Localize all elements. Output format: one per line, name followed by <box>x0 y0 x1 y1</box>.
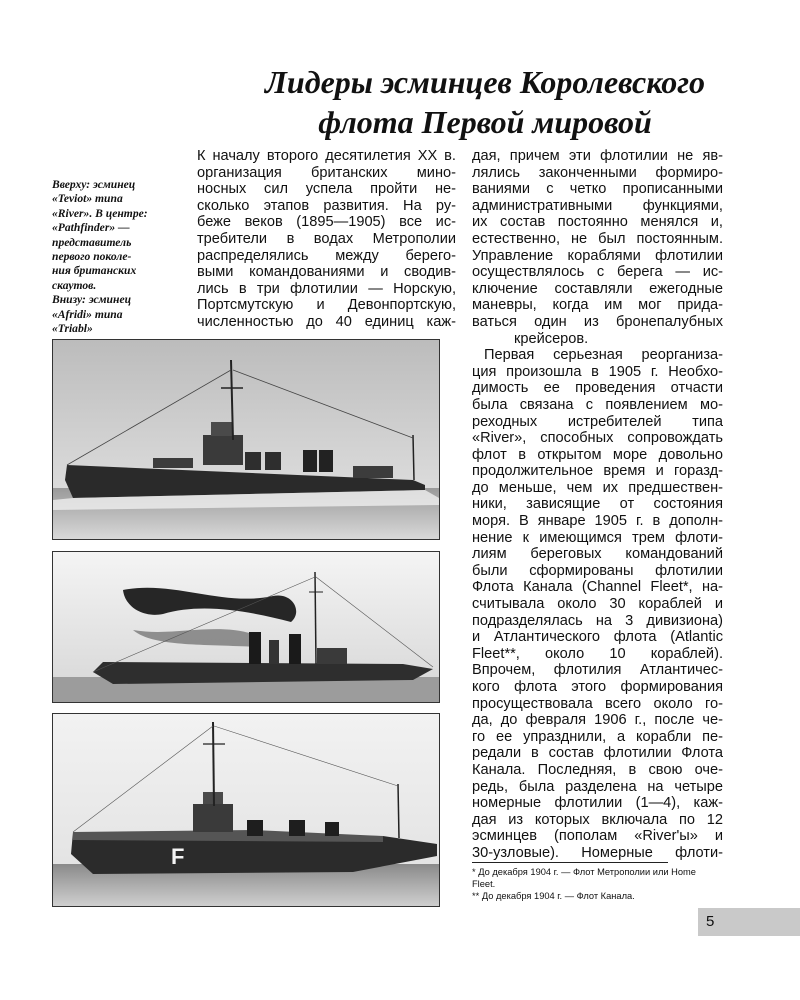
footnote-1 <box>472 867 732 890</box>
page-number-tab <box>698 908 800 936</box>
text-line: номерные флотилии (1—4), каж- <box>472 795 723 812</box>
caption-line: скаутов. <box>52 278 97 292</box>
text-line: го ее упразднили, а корабли пе- <box>472 728 723 745</box>
footnote-divider <box>472 862 668 863</box>
text-line: Управление кораблями флотилии <box>472 247 723 264</box>
text-line: и Атлантического флота (Atlantic <box>472 629 723 646</box>
text-line: естественно, не был постоянным. <box>472 230 723 247</box>
text-line: лялись законченными формиро- <box>472 164 723 181</box>
text-line: беже веков (1895—1905) все ис- <box>197 214 456 231</box>
text-line: кого флота этого формирования <box>472 679 723 695</box>
footnote-2-line: ** До декабря 1904 г. — Флот Канала. <box>472 891 635 901</box>
photo-teviot <box>52 339 440 540</box>
text-line: крейсеров. <box>514 330 589 347</box>
text-line: сколько этапов развития. На ру- <box>197 197 456 214</box>
footnote-2 <box>472 891 732 903</box>
text-line: требители в водах Метрополии <box>197 230 456 247</box>
footnote-1-line-1: * До декабря 1904 г. — Флот Метрополии или Home <box>472 867 696 877</box>
text-line: были сформированы флотилии <box>472 562 723 579</box>
article-title-line-1: Лидеры эсминцев Королевского <box>264 64 706 100</box>
text-line: ключение составляли ежегодные <box>472 280 723 297</box>
caption-line: Вверху: эсминец <box>52 178 136 191</box>
text-line: лиям береговых командований <box>472 546 723 563</box>
text-line: численностью до 40 единиц каж- <box>197 313 456 330</box>
text-column-left <box>197 148 456 331</box>
text-line: редали в состав флотилии Флота <box>472 745 723 762</box>
caption-line: ния британских <box>52 264 137 278</box>
text-line: была связана с появлением мо- <box>472 396 723 413</box>
text-line: административными функциями, <box>472 197 723 214</box>
text-line: Первая серьезная реорганиза- <box>484 347 723 364</box>
text-line: дая, причем эти флотилии не яв- <box>472 148 723 164</box>
article-title-line-2: флота Первой мировой <box>318 104 652 140</box>
footnote-1-line-2: Fleet. <box>472 878 496 889</box>
text-line: 30-узловые). Номерные флоти- <box>472 844 723 861</box>
caption-line: «Teviot» типа <box>52 192 123 206</box>
text-line: маневры, когда им мог прида- <box>472 297 723 314</box>
text-line: осуществлялось с берега — ис- <box>472 264 723 281</box>
caption-line: «River». В центре: <box>52 206 148 220</box>
text-line: дая из которых включала по 12 <box>472 811 723 828</box>
hull-letter: F <box>171 844 185 869</box>
caption-line: «Afridi» типа <box>52 307 123 321</box>
text-line: К началу второго десятилетия XX в. <box>197 148 456 164</box>
text-line: реходных истребителей типа <box>472 413 723 430</box>
text-line: редь, была разделена на четыре <box>472 778 723 795</box>
caption-line: первого поколе- <box>52 250 132 264</box>
text-line: димость ее проведения отчасти <box>472 380 723 397</box>
text-line: эсминцев (пополам «River'ы» и <box>472 828 723 845</box>
text-line: до меньше, чем их предшествен- <box>472 479 723 496</box>
text-line: выми командованиями и сводив- <box>197 264 456 281</box>
text-line: Fleet**, около 10 кораблей). <box>472 645 723 662</box>
text-line: «River», способных сопровождать <box>472 430 723 447</box>
text-line: ваться один из бронепалубных <box>472 313 723 330</box>
text-line: флот в открытом море довольно <box>472 446 723 463</box>
text-line: лись в три флотилии — Норскую, <box>197 280 456 297</box>
text-column-right <box>472 148 723 862</box>
article-title <box>220 62 750 142</box>
caption-line: Внизу: эсминец <box>52 293 132 307</box>
text-line: Портсмутскую и Девонпортскую, <box>197 297 456 314</box>
text-line: подразделялась на 3 дивизиона) <box>472 612 723 629</box>
text-line: организация британских мино- <box>197 164 456 181</box>
text-line: их состав постоянно менялся и, <box>472 214 723 231</box>
text-line: Канала. Последняя, в свою оче- <box>472 761 723 778</box>
text-line: продолжительное время и горазд- <box>472 463 723 480</box>
text-line: считывала около 30 кораблей и <box>472 596 723 613</box>
caption-line: «Pathfinder» — <box>52 221 130 235</box>
text-line: носных сил успела пройти не- <box>197 181 456 198</box>
text-line: ники, зависящие от состояния <box>472 496 723 513</box>
caption-line: «Triabl» <box>52 322 93 336</box>
text-line: да, до февраля 1906 г., после че- <box>472 712 723 729</box>
text-line: просуществовала всего около го- <box>472 695 723 712</box>
photo-pathfinder <box>52 551 440 703</box>
text-line: моря. В январе 1905 г. в дополн- <box>472 513 723 530</box>
text-line: нение к имеющимся трем флоти- <box>472 529 723 546</box>
text-line: Впрочем, флотилия Атлантичес- <box>472 662 723 679</box>
photo-caption <box>52 178 184 336</box>
photo-afridi <box>52 713 440 907</box>
text-line: ция произошла в 1905 г. Необхо- <box>472 363 723 380</box>
text-line: распределялись между берего- <box>197 247 456 264</box>
text-line: Флота Канала (Channel Fleet*, на- <box>472 579 723 596</box>
text-line: ваниями с четко прописанными <box>472 181 723 198</box>
page-number: 5 <box>706 913 715 930</box>
caption-line: представитель <box>52 235 132 249</box>
